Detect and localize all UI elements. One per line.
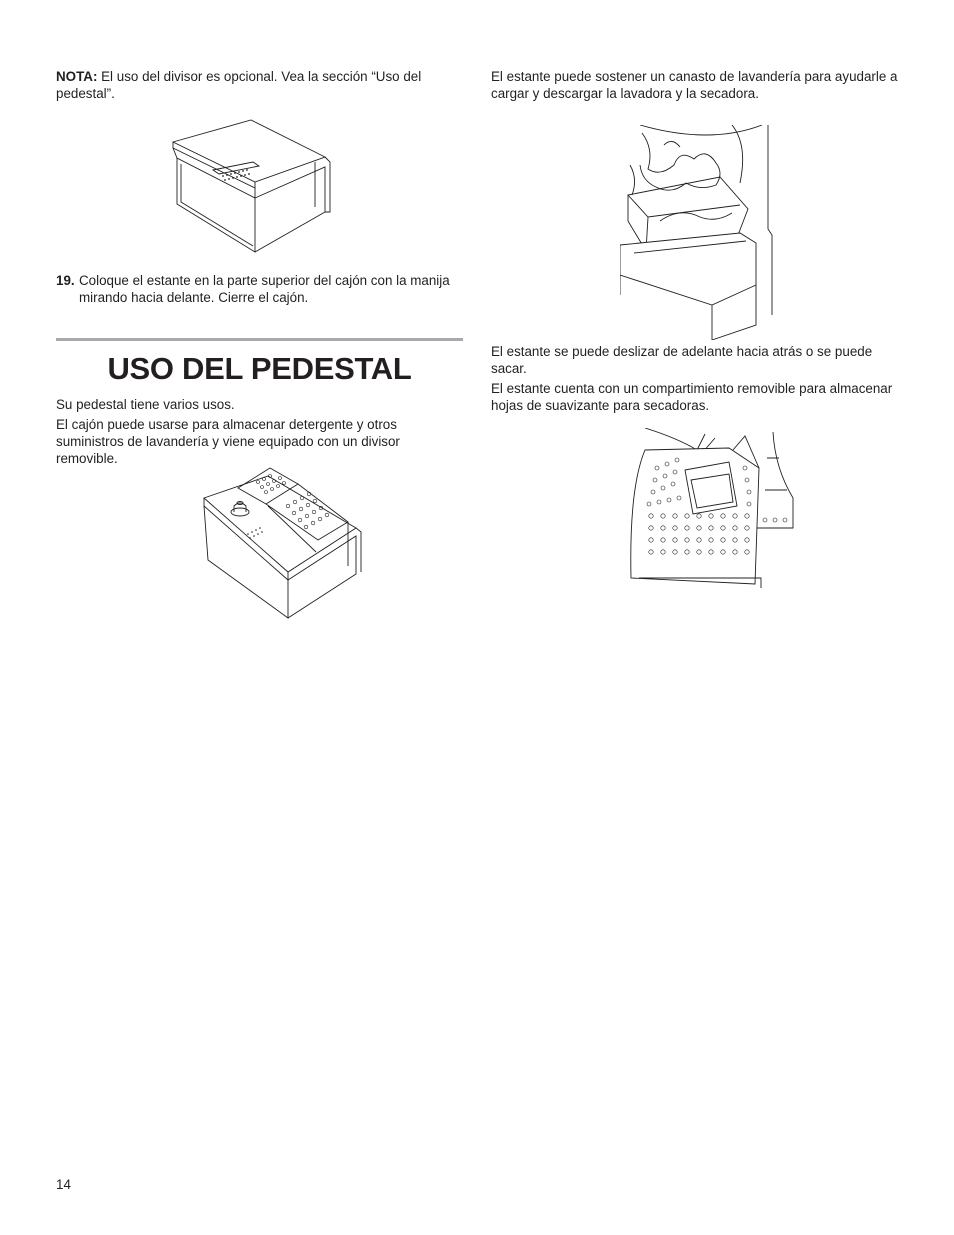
section-divider (56, 338, 463, 341)
note-text: El uso del divisor es opcional. Vea la sección “Uso del pedestal”. (56, 69, 422, 101)
step-19 (56, 272, 456, 306)
section-title: USO DEL PEDESTAL (107, 351, 412, 386)
drawer-with-shelf-illustration (165, 112, 335, 262)
slide-paragraph: El estante se puede deslizar de adelante hacia atrás o se puede sacar. (491, 344, 873, 376)
step-number: 19. (56, 273, 75, 288)
intro-paragraph-2: El cajón puede usarse para almacenar detergente y otros suministros de lavandería y viene equipado con un divisor removible. (56, 417, 400, 466)
step-text: Coloque el estante en la parte superior del cajón con la manija mirando hacia delante. Cierre el cajón. (79, 273, 450, 305)
note-label: NOTA: (56, 69, 98, 84)
removable-compartment-illustration (625, 428, 795, 588)
basket-paragraph: El estante puede sostener un canasto de lavandería para ayudarle a cargar y descargar la lavadora y la secadora. (491, 69, 898, 101)
intro-paragraph-1: Su pedestal tiene varios usos. (56, 397, 235, 412)
drawer-with-divider-illustration (198, 462, 363, 620)
note-paragraph (56, 68, 456, 102)
page-number: 14 (56, 1177, 71, 1192)
compartment-paragraph: El estante cuenta con un compartimiento removible para almacenar hojas de suavizante para secadoras. (491, 381, 893, 413)
laundry-basket-illustration (620, 125, 775, 340)
